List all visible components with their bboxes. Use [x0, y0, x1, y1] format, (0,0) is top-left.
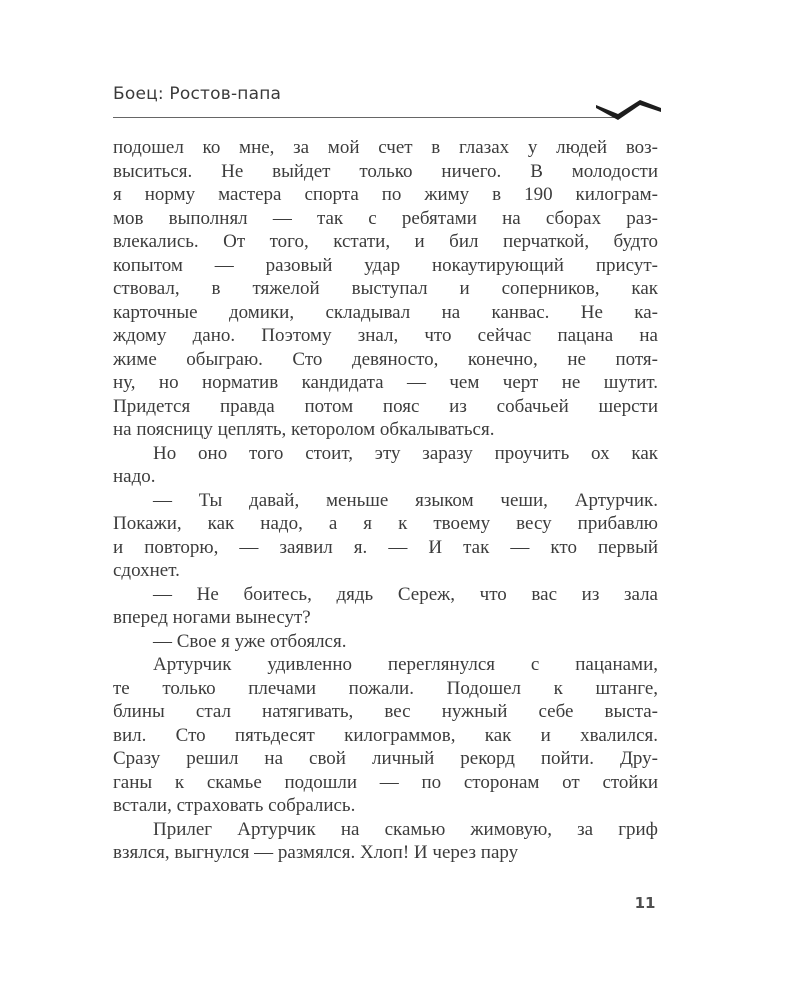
text-line: надо. — [113, 466, 156, 487]
text-line: встали, страховать собрались. — [113, 795, 356, 816]
paragraph — [113, 653, 658, 818]
text-line: Но оно того стоит, эту заразу проучить ох как — [153, 442, 658, 464]
page-number: 11 — [634, 894, 656, 912]
text-line: — Не боитесь, дядь Сереж, что вас из зала — [153, 583, 658, 605]
text-line: сдохнет. — [113, 560, 180, 581]
text-line: Покажи, как надо, а я к твоему весу прибавлю — [113, 513, 658, 534]
text-line: мов выполнял — так с ребятами на сборах раз- — [113, 207, 658, 229]
flourish-icon — [596, 95, 662, 123]
text-line: — Ты давай, меньше языком чеши, Артурчик. — [153, 489, 658, 511]
flourish-shape — [596, 100, 661, 120]
text-line: и повторю, — заявил я. — И так — кто первый — [113, 536, 658, 558]
text-line: Артурчик удивленно переглянулся с пацанами, — [153, 654, 658, 675]
text-line: вперед ногами вынесут? — [113, 607, 311, 628]
paragraph — [113, 136, 658, 442]
paragraph — [113, 630, 658, 654]
text-line: ну, но норматив кандидата — чем черт не шутит. — [113, 372, 658, 393]
text-line: жиме обыграю. Сто девяносто, конечно, не потя- — [113, 348, 658, 370]
text-line: ждому дано. Поэтому знал, что сейчас пацана на — [113, 325, 658, 346]
text-line: взялся, выгнулся — размялся. Хлоп! И через пару — [113, 842, 519, 863]
text-line: вил. Сто пятьдесят килограммов, как и хвалился. — [113, 724, 658, 746]
text-line: Сразу решил на свой личный рекорд пойти. Дру- — [113, 748, 658, 769]
text-line: подошел ко мне, за мой счет в глазах у людей воз- — [113, 137, 658, 158]
text-line: ствовал, в тяжелой выступал и соперников, как — [113, 278, 658, 299]
text-line: ганы к скамье подошли — по сторонам от стойки — [113, 771, 658, 793]
text-line: Придется правда потом пояс из собачьей шерсти — [113, 395, 658, 417]
header-rule — [113, 117, 621, 118]
text-line: выситься. Не выйдет только ничего. В молодости — [113, 160, 658, 182]
running-header-title: Боец: Ростов-папа — [113, 84, 282, 104]
text-line: карточные домики, складывал на канвас. Не ка- — [113, 301, 658, 323]
paragraph — [113, 489, 658, 583]
text-line: я норму мастера спорта по жиму в 190 килограм- — [113, 184, 658, 205]
paragraph — [113, 818, 658, 865]
paragraph — [113, 583, 658, 630]
text-line: Прилег Артурчик на скамью жимовую, за гриф — [153, 818, 658, 840]
text-block — [113, 136, 658, 865]
text-line: блины стал натягивать, вес нужный себе выста- — [113, 701, 658, 722]
text-line: те только плечами пожали. Подошел к штанге, — [113, 677, 658, 699]
text-line: — Свое я уже отбоялся. — [153, 630, 347, 652]
text-line: влекались. От того, кстати, и бил перчаткой, будто — [113, 231, 658, 252]
paragraph — [113, 442, 658, 489]
text-line: копытом — разовый удар нокаутирующий присут- — [113, 254, 658, 276]
text-line: на поясницу цеплять, кеторолом обкалываться. — [113, 419, 495, 440]
